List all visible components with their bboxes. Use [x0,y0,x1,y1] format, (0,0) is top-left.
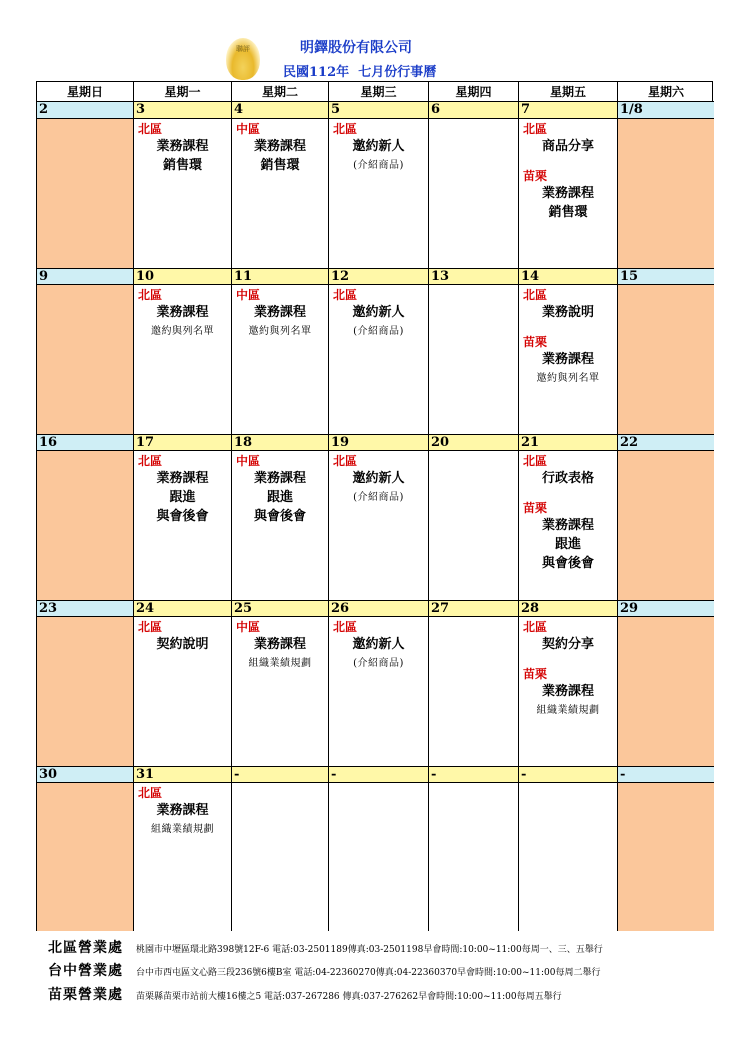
day-cell [232,617,329,766]
date-label: 14 [519,268,618,285]
region-label: 中區 [236,620,261,634]
day-cell [329,783,429,931]
date-label: 12 [329,268,429,285]
weekday-header: 星期五 [519,82,618,102]
date-label: 11 [232,268,329,285]
day-cell [519,285,618,434]
region-label: 北區 [523,288,548,302]
event-line: (介紹商品) [353,658,404,669]
region-label: 中區 [236,454,261,468]
date-label: 6 [429,102,519,119]
date-label: 17 [134,434,232,451]
date-label: - [429,766,519,783]
day-cell [519,617,618,766]
event-line: 業務課程 [541,186,594,201]
day-cell [232,285,329,434]
event-line: 業務說明 [541,305,594,320]
office-name: 苗栗營業處 [48,987,123,1003]
day-cell [429,783,519,931]
office-name: 台中營業處 [48,963,123,979]
event-line: 業務課程 [156,305,209,320]
weekday-header: 星期四 [429,82,519,102]
event-list [519,121,617,222]
date-label: 1/8 [618,102,714,119]
region-label: 北區 [333,122,358,136]
event-line: 邀約與列名單 [151,326,214,337]
event-line: 業務課程 [541,352,594,367]
date-label: 21 [519,434,618,451]
day-cell [618,783,714,931]
event-list [329,287,428,341]
event-line: 契約分享 [541,637,594,652]
day-cell [519,451,618,600]
day-cell [134,617,232,766]
region-label: 北區 [138,620,163,634]
day-cell [429,285,519,434]
date-label: 27 [429,600,519,617]
office-row [48,984,562,1004]
event-line: 跟進 [169,490,196,505]
event-line: 契約說明 [156,637,209,652]
day-cell [429,617,519,766]
region-label: 中區 [236,288,261,302]
region-label: 北區 [333,288,358,302]
event-list [232,453,328,526]
day-cell [519,783,618,931]
event-line: 業務課程 [156,471,209,486]
event-line: 邀約新人 [352,139,405,154]
region-label: 苗栗 [523,335,548,349]
date-label: 18 [232,434,329,451]
day-cell [37,783,134,931]
weekday-header: 星期日 [37,82,134,102]
date-label: 10 [134,268,232,285]
event-line: 與會後會 [156,509,209,524]
day-cell [37,119,134,268]
date-label: 3 [134,102,232,119]
region-label: 北區 [523,122,548,136]
monthly-calendar [36,81,713,931]
event-line: 組織業績規劃 [248,658,312,669]
event-list [232,287,328,341]
date-label: 24 [134,600,232,617]
date-label: 9 [37,268,134,285]
event-line: 業務課程 [156,139,209,154]
date-label: 28 [519,600,618,617]
date-label: 19 [329,434,429,451]
date-label: 7 [519,102,618,119]
event-line: 與會後會 [541,556,594,571]
event-line: 銷售環 [548,205,588,220]
day-cell [519,119,618,268]
date-label: 15 [618,268,714,285]
office-row [48,937,603,957]
day-cell [329,617,429,766]
date-label: 5 [329,102,429,119]
date-label: - [618,766,714,783]
office-info: 苗栗縣苗栗市站前大樓16樓之5 電話:037-267286 傳真:037-276262早會時間:10:00~11:00每周五舉行 [136,992,562,1002]
event-list [519,453,617,573]
calendar-title: 民國112年 七月份行事曆 [283,65,437,80]
weekday-header: 星期一 [134,82,232,102]
event-list [134,619,231,654]
day-cell [329,119,429,268]
day-cell [618,617,714,766]
region-label: 北區 [333,620,358,634]
event-line: 跟進 [266,490,293,505]
date-label: 22 [618,434,714,451]
day-cell [232,451,329,600]
event-list [134,453,231,526]
event-line: 組織業績規劃 [536,705,600,716]
event-line: 業務課程 [156,803,209,818]
day-cell [618,119,714,268]
event-line: 邀約與列名單 [248,326,312,337]
office-info: 台中市西屯區文心路三段236號6樓B室 電話:04-22360270傳真:04-22360370早會時間:10:00~11:00每周二舉行 [136,968,601,978]
date-label: - [329,766,429,783]
region-label: 苗栗 [523,501,548,515]
company-name: 明鐸股份有限公司 [300,40,412,56]
office-info: 桃園市中壢區環北路398號12F-6 電話:03-2501189傳真:03-2501198早會時間:10:00~11:00每周一、三、五舉行 [136,945,603,955]
event-list [134,287,231,341]
date-label: 31 [134,766,232,783]
event-list [519,619,617,720]
event-line: 業務課程 [253,471,306,486]
day-cell [37,617,134,766]
event-line: 業務課程 [541,518,594,533]
event-line: 業務課程 [253,305,306,320]
day-cell [134,451,232,600]
event-line: 業務課程 [541,684,594,699]
region-label: 北區 [523,454,548,468]
event-list [134,121,231,175]
day-cell [134,119,232,268]
region-label: 北區 [138,288,163,302]
event-line: 業務課程 [253,139,306,154]
date-label: 25 [232,600,329,617]
office-name: 北區營業處 [48,940,123,956]
date-label: 20 [429,434,519,451]
day-cell [618,451,714,600]
event-list [232,619,328,673]
date-label: 29 [618,600,714,617]
day-cell [429,451,519,600]
event-list [519,287,617,388]
event-line: 商品分享 [541,139,594,154]
region-label: 苗栗 [523,169,548,183]
weekday-header: 星期三 [329,82,429,102]
date-label: 2 [37,102,134,119]
region-label: 北區 [138,786,163,800]
date-label: - [232,766,329,783]
event-line: 邀約新人 [352,305,405,320]
date-label: 30 [37,766,134,783]
event-line: 邀約新人 [352,637,405,652]
event-line: 邀約新人 [352,471,405,486]
event-line: 行政表格 [541,471,594,486]
office-row [48,960,601,980]
date-label: 4 [232,102,329,119]
event-list [329,453,428,507]
event-list [232,121,328,175]
day-cell [429,119,519,268]
date-label: 16 [37,434,134,451]
event-line: 業務課程 [253,637,306,652]
day-cell [618,285,714,434]
region-label: 北區 [523,620,548,634]
day-cell [134,783,232,931]
day-cell [329,451,429,600]
event-line: 邀約與列名單 [536,373,600,384]
day-cell [329,285,429,434]
company-logo [226,38,260,80]
region-label: 北區 [333,454,358,468]
event-line: (介紹商品) [353,326,404,337]
event-line: 組織業績規劃 [151,824,214,835]
region-label: 中區 [236,122,261,136]
day-cell [134,285,232,434]
day-cell [37,285,134,434]
event-line: 銷售環 [162,158,202,173]
date-label: - [519,766,618,783]
day-cell [37,451,134,600]
weekday-header: 星期二 [232,82,329,102]
date-label: 13 [429,268,519,285]
event-list [134,785,231,839]
event-line: 銷售環 [260,158,300,173]
event-list [329,121,428,175]
region-label: 苗栗 [523,667,548,681]
event-line: 跟進 [554,537,581,552]
weekday-header: 星期六 [618,82,714,102]
logo-text: 聯評 [236,45,250,53]
day-cell [232,783,329,931]
date-label: 26 [329,600,429,617]
region-label: 北區 [138,454,163,468]
event-line: 與會後會 [253,509,306,524]
event-list [329,619,428,673]
event-line: (介紹商品) [353,160,404,171]
day-cell [232,119,329,268]
region-label: 北區 [138,122,163,136]
event-line: (介紹商品) [353,492,404,503]
date-label: 23 [37,600,134,617]
